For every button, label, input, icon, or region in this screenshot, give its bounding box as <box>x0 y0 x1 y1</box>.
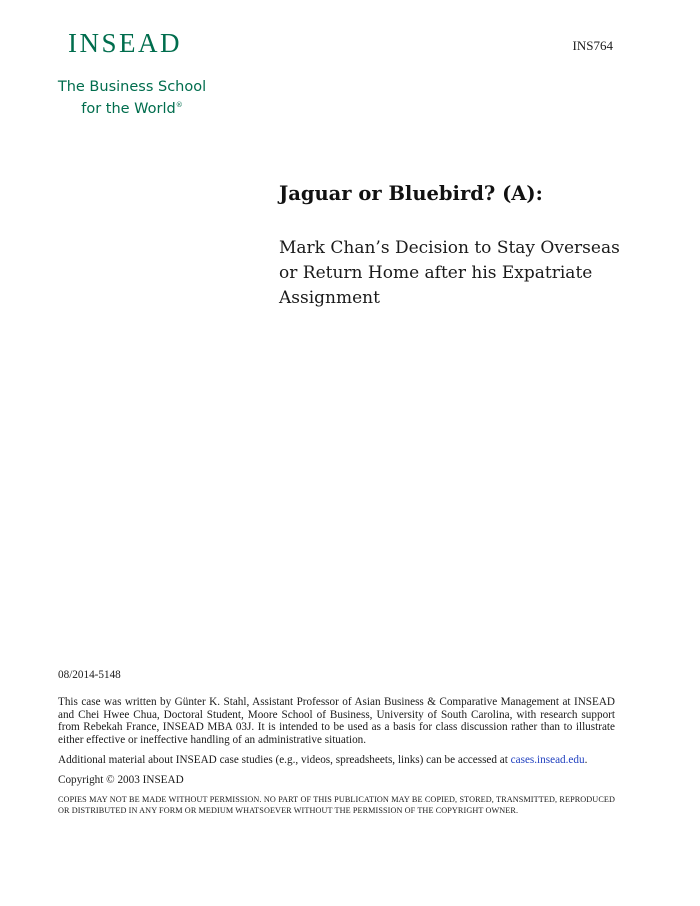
logo-tagline-line2: for the World <box>81 101 176 117</box>
permission-notice: COPIES MAY NOT BE MADE WITHOUT PERMISSION. NO PART OF THIS PUBLICATION MAY BE COPIED, STORED, TRANSMITTED, REPRODUCED OR DISTRIBUTED IN ANY FORM OR MEDIUM WHATSOEVER WITHOUT THE PERMISSION OF THE COPYRIGHT OWNER. <box>58 794 615 815</box>
case-title: Jaguar or Bluebird? (A): <box>279 182 543 205</box>
additional-material-suffix: . <box>584 753 588 766</box>
registered-mark: ® <box>175 101 183 109</box>
logo-tagline <box>52 78 212 118</box>
case-code: INS764 <box>572 38 613 53</box>
case-subtitle: Mark Chan’s Decision to Stay Overseas or Return Home after his Expatriate Assignment <box>279 238 620 308</box>
copyright-line: Copyright © 2003 INSEAD <box>58 773 184 786</box>
case-footer <box>58 669 615 823</box>
additional-material-note <box>58 754 615 767</box>
additional-material-text: Additional material about INSEAD case studies (e.g., videos, spreadsheets, links) can be accessed at <box>58 753 511 766</box>
authorship-note: This case was written by Günter K. Stahl, Assistant Professor of Asian Business & Comparative Management at INSEAD and Chei Hwee Chua, Doctoral Student, Moore School of Business, University of South Carolina, with research support from Rebekah France, INSEAD MBA 03J. It is intended to be used as a basis for class discussion rather than to illustrate either effective or ineffective handling of an administrative situation. <box>58 695 615 747</box>
document-code: 08/2014-5148 <box>58 669 121 681</box>
cases-link[interactable]: cases.insead.edu <box>510 753 585 766</box>
logo-tagline-line1: The Business School <box>57 79 207 95</box>
logo-wordmark: INSEAD <box>68 28 182 58</box>
insead-logo <box>52 28 212 118</box>
